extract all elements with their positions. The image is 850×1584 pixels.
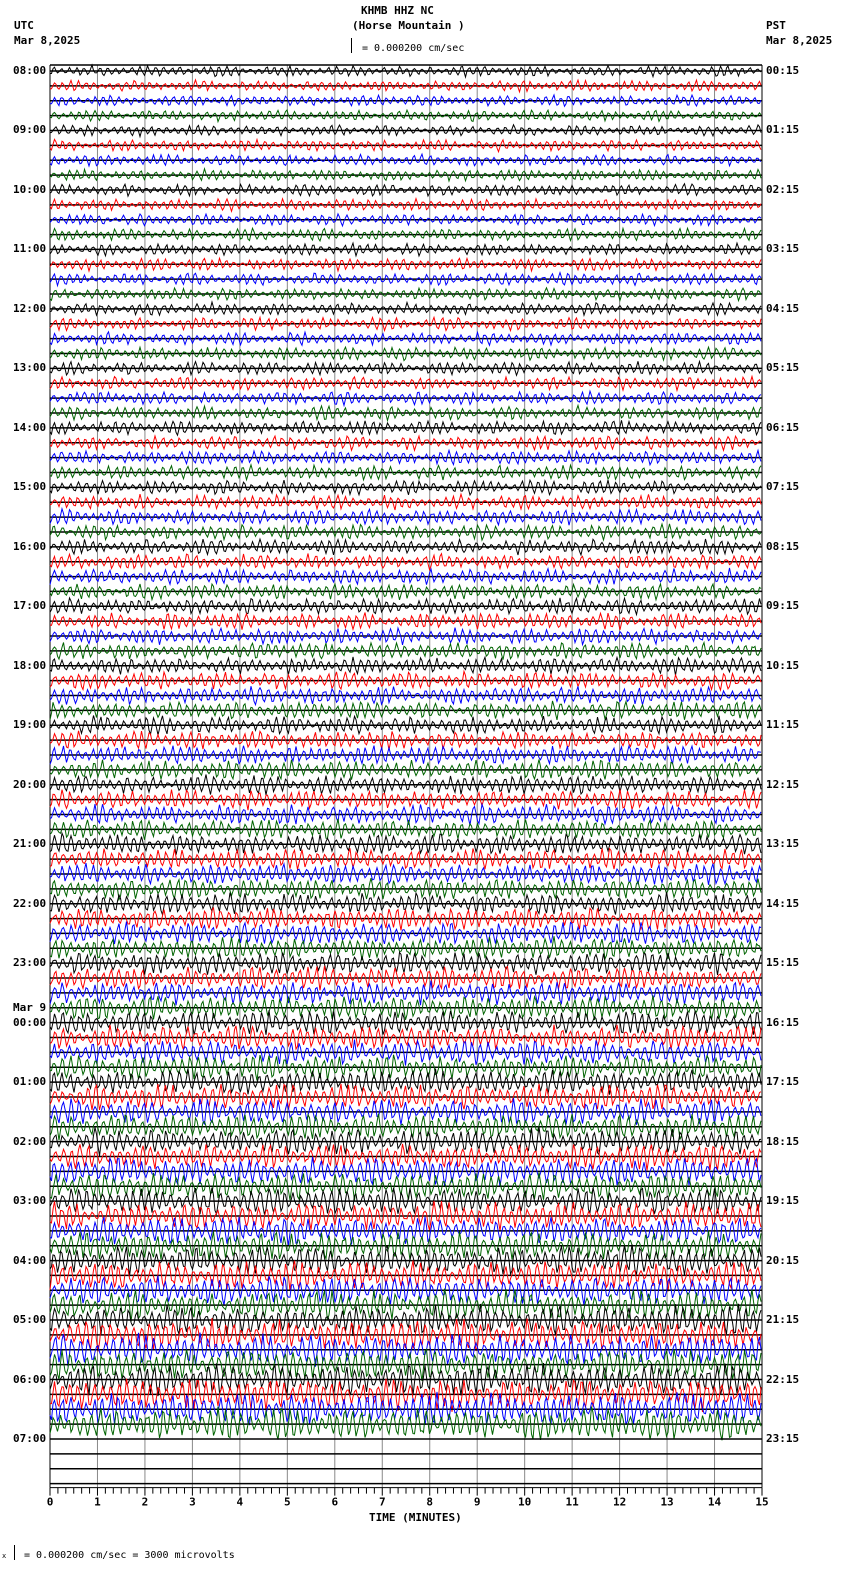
footer-scale-bar-icon bbox=[14, 1545, 15, 1560]
utc-hour-label: 15:00 bbox=[13, 480, 47, 494]
utc-hour-label: 05:00 bbox=[13, 1313, 47, 1327]
x-tick-label: 4 bbox=[236, 1495, 244, 1509]
utc-hour-label: 10:00 bbox=[13, 182, 47, 196]
x-tick-label: 11 bbox=[565, 1495, 579, 1509]
utc-hour-label: 19:00 bbox=[13, 718, 47, 732]
x-tick-label: 3 bbox=[189, 1495, 196, 1509]
x-tick-label: 5 bbox=[284, 1495, 291, 1509]
utc-hour-label: 01:00 bbox=[13, 1075, 47, 1089]
pst-hour-label: 17:15 bbox=[766, 1075, 800, 1089]
pst-hour-label: 19:15 bbox=[766, 1194, 800, 1208]
pst-hour-label: 08:15 bbox=[766, 539, 800, 553]
left-date: Mar 8,2025 bbox=[14, 34, 81, 47]
pst-hour-label: 16:15 bbox=[766, 1015, 800, 1029]
station-location: (Horse Mountain ) bbox=[352, 19, 465, 32]
utc-hour-label: 23:00 bbox=[13, 956, 47, 970]
utc-hour-label: 21:00 bbox=[13, 837, 47, 851]
utc-hour-label: 13:00 bbox=[13, 361, 47, 375]
utc-hour-label: 11:00 bbox=[13, 242, 47, 256]
x-axis-label: TIME (MINUTES) bbox=[369, 1511, 462, 1524]
utc-hour-label: 14:00 bbox=[13, 420, 47, 434]
pst-hour-label: 01:15 bbox=[766, 123, 800, 137]
utc-hour-label: 06:00 bbox=[13, 1372, 47, 1386]
utc-hour-label: 20:00 bbox=[13, 777, 47, 791]
right-timezone: PST bbox=[766, 19, 786, 32]
utc-hour-label: 08:00 bbox=[13, 64, 47, 77]
pst-hour-label: 18:15 bbox=[766, 1134, 800, 1148]
utc-hour-label: 18:00 bbox=[13, 658, 47, 672]
utc-hour-label: 03:00 bbox=[13, 1194, 47, 1208]
utc-hour-label: 12:00 bbox=[13, 301, 47, 315]
pst-hour-label: 09:15 bbox=[766, 599, 800, 613]
x-tick-label: 14 bbox=[707, 1495, 722, 1509]
scale-text: = 0.000200 cm/sec bbox=[362, 43, 465, 54]
x-tick-label: 7 bbox=[378, 1495, 386, 1509]
x-tick-label: 10 bbox=[518, 1495, 532, 1509]
pst-hour-label: 07:15 bbox=[766, 480, 800, 494]
date-change-label: Mar 9 bbox=[13, 1000, 47, 1014]
pst-hour-label: 12:15 bbox=[766, 777, 800, 791]
station-title: KHMB HHZ NC bbox=[361, 4, 434, 17]
footer-scale-text: = 0.000200 cm/sec = 3000 microvolts bbox=[24, 1550, 235, 1561]
x-tick-label: 15 bbox=[755, 1495, 769, 1509]
pst-hour-label: 05:15 bbox=[766, 361, 800, 375]
x-tick-label: 12 bbox=[612, 1495, 627, 1509]
pst-hour-label: 20:15 bbox=[766, 1253, 800, 1267]
utc-hour-label: 00:00 bbox=[13, 1015, 47, 1029]
pst-hour-label: 14:15 bbox=[766, 896, 800, 910]
utc-hour-label: 16:00 bbox=[13, 539, 47, 553]
x-tick-label: 1 bbox=[94, 1495, 101, 1509]
pst-hour-label: 11:15 bbox=[766, 718, 800, 732]
utc-hour-label: 07:00 bbox=[13, 1432, 47, 1445]
utc-hour-label: 22:00 bbox=[13, 896, 47, 910]
utc-hour-label: 17:00 bbox=[13, 599, 47, 613]
pst-hour-label: 02:15 bbox=[766, 182, 800, 196]
pst-hour-label: 21:15 bbox=[766, 1313, 800, 1327]
x-tick-label: 6 bbox=[331, 1495, 339, 1509]
right-date: Mar 8,2025 bbox=[766, 34, 833, 47]
x-tick-label: 13 bbox=[660, 1495, 674, 1509]
x-tick-label: 8 bbox=[426, 1495, 434, 1509]
pst-hour-label: 00:15 bbox=[766, 64, 800, 77]
pst-hour-label: 10:15 bbox=[766, 658, 800, 672]
seismic-trace bbox=[50, 1127, 761, 1156]
pst-hour-label: 15:15 bbox=[766, 956, 800, 970]
x-tick-label: 0 bbox=[46, 1495, 54, 1509]
pst-hour-label: 04:15 bbox=[766, 301, 800, 315]
footer-mark: x bbox=[2, 1552, 7, 1560]
x-tick-label: 2 bbox=[141, 1495, 149, 1509]
utc-hour-label: 09:00 bbox=[13, 123, 47, 137]
pst-hour-label: 06:15 bbox=[766, 420, 800, 434]
utc-hour-label: 04:00 bbox=[13, 1253, 47, 1267]
pst-hour-label: 23:15 bbox=[766, 1432, 800, 1445]
left-timezone: UTC bbox=[14, 19, 34, 32]
pst-hour-label: 13:15 bbox=[766, 837, 800, 851]
x-tick-label: 9 bbox=[473, 1495, 481, 1509]
utc-hour-label: 02:00 bbox=[13, 1134, 47, 1148]
pst-hour-label: 22:15 bbox=[766, 1372, 800, 1386]
pst-hour-label: 03:15 bbox=[766, 242, 800, 256]
